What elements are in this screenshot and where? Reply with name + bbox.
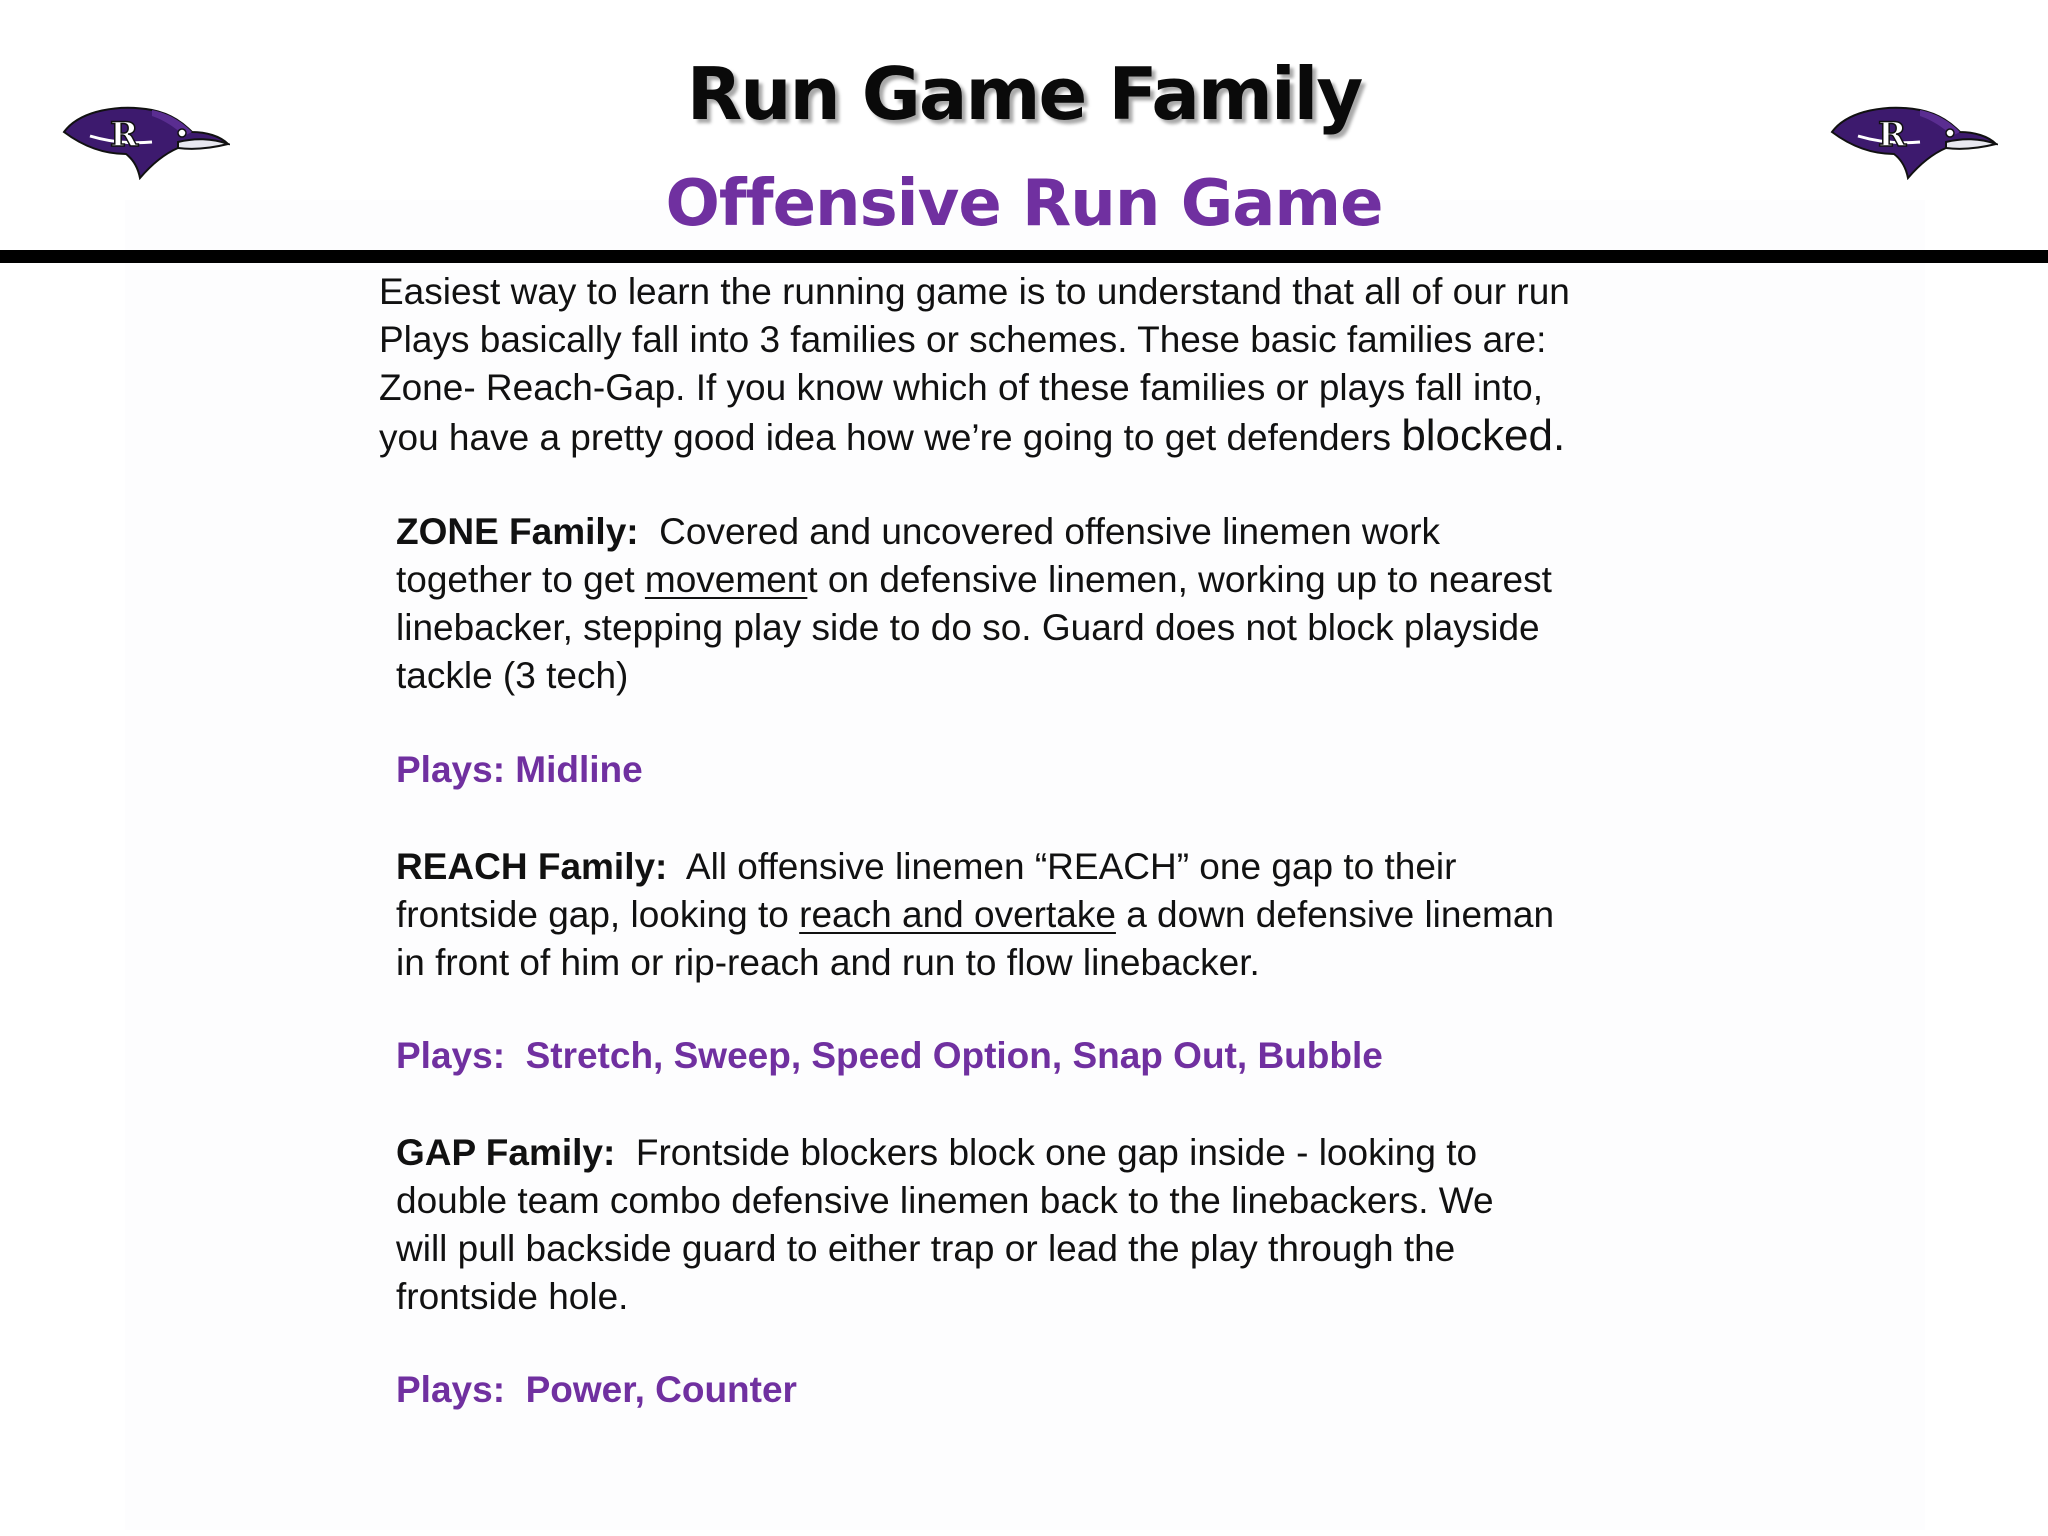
svg-text:R: R — [110, 115, 139, 155]
page-subtitle: Offensive Run Game — [665, 167, 1383, 241]
intro-line: Zone- Reach-Gap. If you know which of these families or plays fall into, — [379, 367, 1543, 408]
reach-text: in front of him or rip-reach and run to flow linebacker. — [396, 942, 1260, 983]
zone-family-section — [396, 508, 1696, 700]
gap-plays: Plays: Power, Counter — [396, 1369, 797, 1410]
zone-text: together to get — [396, 559, 645, 600]
intro-line-end: blocked. — [1401, 411, 1566, 460]
intro-line — [379, 412, 1699, 462]
gap-family-section — [396, 1129, 1696, 1321]
reach-family-section — [396, 843, 1696, 987]
zone-text: tackle (3 tech) — [396, 655, 629, 696]
gap-text: double team combo defensive linemen back to the linebackers. We — [396, 1180, 1494, 1221]
gap-text: will pull backside guard to either trap or lead the play through the — [396, 1228, 1456, 1269]
intro-paragraph — [379, 268, 1699, 462]
zone-plays: Plays: Midline — [396, 749, 643, 790]
intro-line: Plays basically fall into 3 families or schemes. These basic families are: — [379, 319, 1547, 360]
svg-text:R: R — [1878, 115, 1907, 155]
intro-line: Easiest way to learn the running game is to understand that all of our run — [379, 271, 1570, 312]
intro-line-text: you have a pretty good idea how we’re going to get defenders — [379, 417, 1402, 458]
reach-text: frontside gap, looking to — [396, 894, 800, 935]
zone-underlined-term: movemen — [644, 559, 808, 600]
reach-underlined-term: reach and overtake — [799, 894, 1116, 935]
zone-family-label: ZONE Family: — [396, 511, 639, 552]
zone-text: linebacker, stepping play side to do so. Guard does not block playside — [396, 607, 1540, 648]
reach-family-label: REACH Family: — [396, 846, 668, 887]
gap-text: Frontside blockers block one gap inside - looking to — [615, 1132, 1478, 1173]
reach-text: All offensive linemen “REACH” one gap to their — [667, 846, 1457, 887]
page-title: Run Game Family — [686, 52, 1362, 136]
header-divider — [0, 250, 2048, 263]
zone-text: Covered and uncovered offensive linemen work — [638, 511, 1441, 552]
gap-text: frontside hole. — [396, 1276, 629, 1317]
gap-family-label: GAP Family: — [396, 1132, 616, 1173]
zone-text: t on defensive linemen, working up to nearest — [807, 559, 1552, 600]
reach-plays: Plays: Stretch, Sweep, Speed Option, Snap Out, Bubble — [396, 1035, 1383, 1076]
reach-text: a down defensive lineman — [1115, 894, 1555, 935]
